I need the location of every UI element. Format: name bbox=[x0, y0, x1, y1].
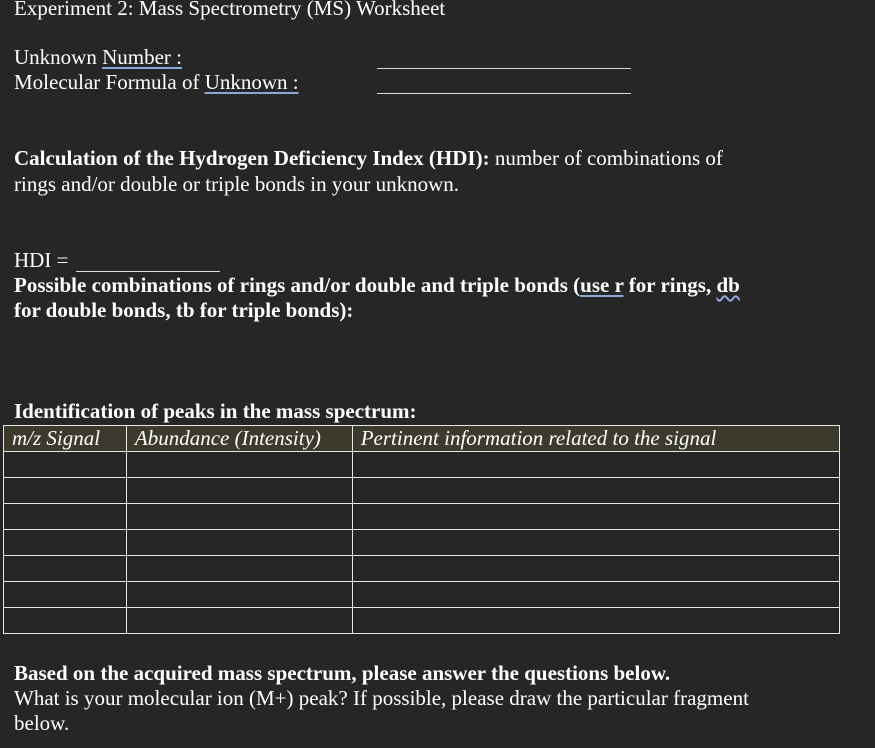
unknown-number-label bbox=[14, 45, 182, 70]
table-cell-mz[interactable] bbox=[4, 478, 127, 504]
molecular-formula-label-colon: : bbox=[287, 70, 299, 94]
table-cell-info[interactable] bbox=[352, 556, 839, 582]
unknown-number-label-colon: : bbox=[170, 45, 183, 69]
table-cell-info[interactable] bbox=[352, 452, 839, 478]
table-row bbox=[4, 504, 840, 530]
table-row bbox=[4, 478, 840, 504]
table-cell-info[interactable] bbox=[352, 582, 839, 608]
table-cell-mz[interactable] bbox=[4, 556, 127, 582]
table-cell-abundance[interactable] bbox=[126, 478, 352, 504]
column-header-abundance: Abundance (Intensity) bbox=[126, 426, 352, 452]
hdi-heading-bold: Calculation of the Hydrogen Deficiency Index (HDI): bbox=[14, 146, 490, 170]
page-title: Experiment 2: Mass Spectrometry (MS) Worksheet bbox=[14, 0, 446, 20]
table-row bbox=[4, 582, 840, 608]
table-row bbox=[4, 556, 840, 582]
table-cell-info[interactable] bbox=[352, 530, 839, 556]
hdi-label: HDI = bbox=[14, 248, 69, 272]
molecular-formula-label-text: Molecular Formula of bbox=[14, 70, 205, 94]
table-header-row bbox=[4, 426, 840, 452]
table-cell-abundance[interactable] bbox=[126, 530, 352, 556]
questions-intro: Based on the acquired mass spectrum, please answer the questions below. bbox=[14, 661, 671, 685]
table-cell-mz[interactable] bbox=[4, 530, 127, 556]
table-cell-info[interactable] bbox=[352, 478, 839, 504]
table-cell-info[interactable] bbox=[352, 504, 839, 530]
table-cell-mz[interactable] bbox=[4, 582, 127, 608]
table-cell-info[interactable] bbox=[352, 608, 839, 634]
table-row bbox=[4, 452, 840, 478]
molecular-formula-label bbox=[14, 70, 299, 95]
table-cell-abundance[interactable] bbox=[126, 582, 352, 608]
hdi-heading bbox=[14, 146, 723, 171]
hdi-answer-field[interactable] bbox=[76, 271, 220, 272]
combinations-prompt-db: db bbox=[716, 273, 740, 297]
peaks-heading: Identification of peaks in the mass spectrum: bbox=[14, 399, 417, 423]
combinations-prompt bbox=[14, 273, 740, 298]
table-cell-mz[interactable] bbox=[4, 452, 127, 478]
molecular-formula-field[interactable] bbox=[377, 93, 631, 94]
table-cell-abundance[interactable] bbox=[126, 452, 352, 478]
peaks-table bbox=[3, 425, 840, 634]
table-row bbox=[4, 530, 840, 556]
table-row bbox=[4, 608, 840, 634]
table-cell-abundance[interactable] bbox=[126, 556, 352, 582]
combinations-prompt-rings: for rings, bbox=[623, 273, 717, 297]
combinations-prompt-text: Possible combinations of rings and/or double and triple bonds ( bbox=[14, 273, 581, 297]
question-1-line2: below. bbox=[14, 711, 70, 735]
combinations-prompt-line2: for double bonds, tb for triple bonds): bbox=[14, 298, 354, 322]
hdi-heading-line2: rings and/or double or triple bonds in your unknown. bbox=[14, 172, 460, 196]
column-header-pertinent-info: Pertinent information related to the signal bbox=[352, 426, 839, 452]
table-cell-abundance[interactable] bbox=[126, 504, 352, 530]
column-header-mz-signal: m/z Signal bbox=[4, 426, 127, 452]
hdi-heading-rest: number of combinations of bbox=[489, 146, 723, 170]
unknown-number-label-word: Number bbox=[102, 45, 171, 69]
question-1-line1: What is your molecular ion (M+) peak? If possible, please draw the particular fragment bbox=[14, 686, 749, 710]
table-cell-abundance[interactable] bbox=[126, 608, 352, 634]
unknown-number-label-text: Unknown bbox=[14, 45, 103, 69]
unknown-number-field[interactable] bbox=[377, 68, 631, 69]
combinations-prompt-user: use r bbox=[580, 273, 624, 297]
table-cell-mz[interactable] bbox=[4, 504, 127, 530]
molecular-formula-label-word: Unknown bbox=[204, 70, 288, 94]
table-cell-mz[interactable] bbox=[4, 608, 127, 634]
